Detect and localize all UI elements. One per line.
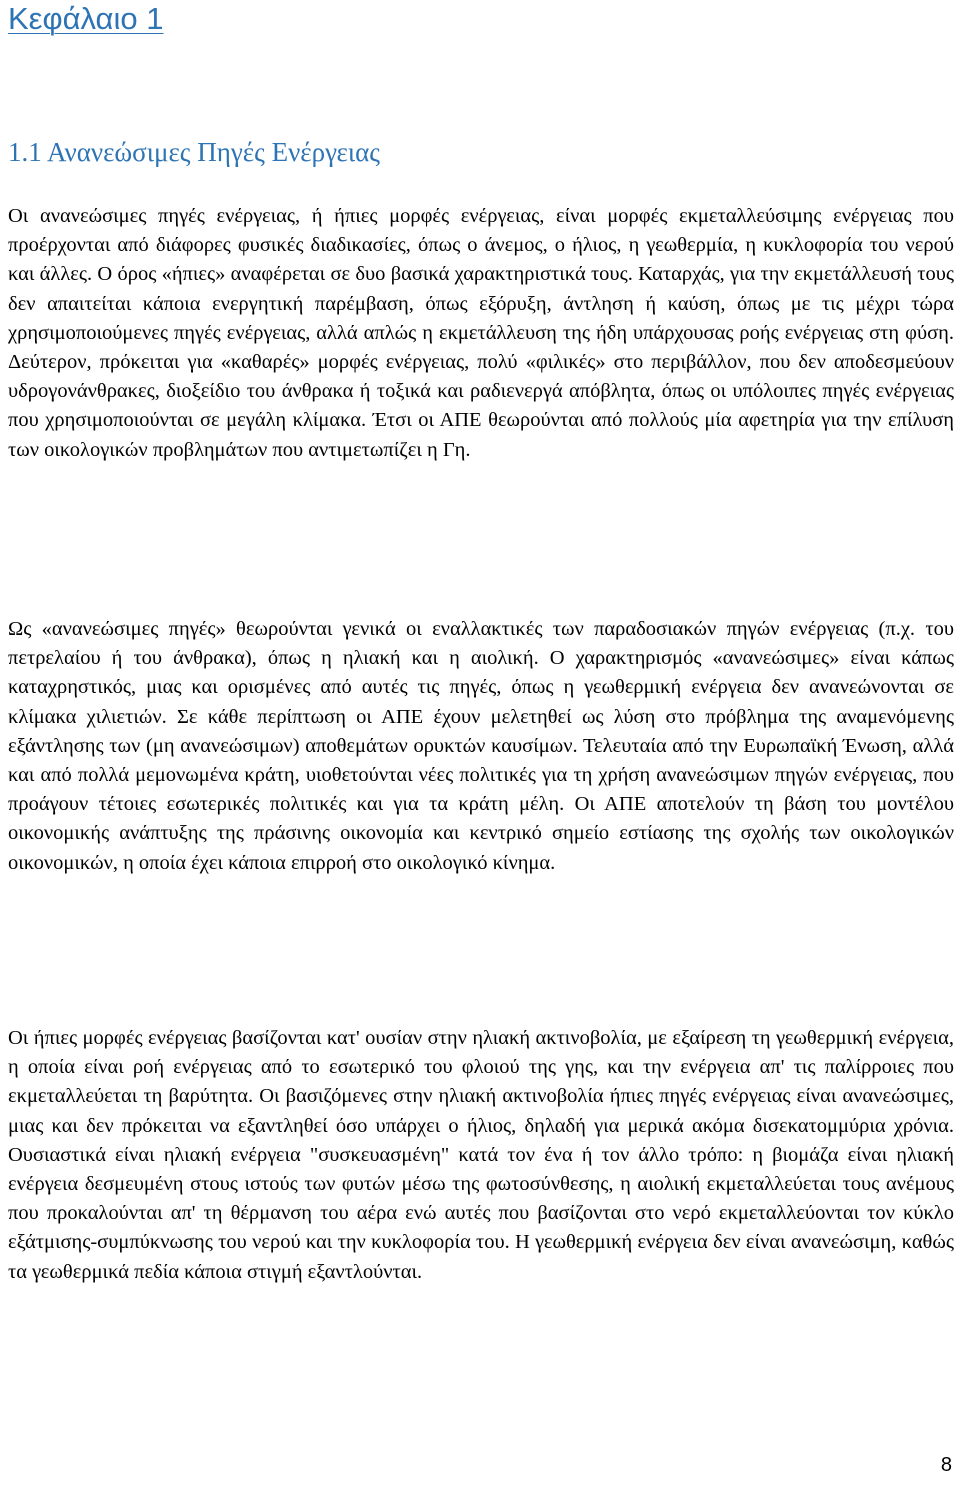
chapter-title: Κεφάλαιο 1 [8,1,164,36]
body-paragraph-2: Ως «ανανεώσιμες πηγές» θεωρούνται γενικά οι εναλλακτικές των παραδοσιακών πηγών ενέργειας (π.χ. του πετρελαίου ή του άνθρακα), όπως η ηλιακή και η αιολική. Ο χαρακτηρισμός «ανανεώσιμες» είναι κάπως καταχρηστικός, μιας και ορισμένες από αυτές τις πηγές, όπως η γεωθερμική ενέργεια δεν ανανεώνονται σε κλίμακα χιλιετιών. Σε κάθε περίπτωση οι ΑΠΕ έχουν μελετηθεί ως λύση στο πρόβλημα της αναμενόμενης εξάντλησης των (μη ανανεώσιμων) αποθεμάτων ορυκτών καυσίμων. Τελευταία από την Ευρωπαϊκή Ένωση, αλλά και από πολλά μεμονωμένα κράτη, υιοθετούνται νέες πολιτικές για τη χρήση ανανεώσιμων πηγών ενέργειας, που προάγουν τέτοιες εσωτερικές πολιτικές και για τα κράτη μέλη. Οι ΑΠΕ αποτελούν τη βάση του μοντέλου οικονομικής ανάπτυξης της πράσινης οικονομία και κεντρικό σημείο εστίασης της σχολής των οικολογικών οικονομικών, η οποία έχει κάποια επιρροή στο οικολογικό κίνημα. [8,618,954,874]
body-paragraph-1: Οι ανανεώσιμες πηγές ενέργειας, ή ήπιες μορφές ενέργειας, είναι μορφές εκμεταλλεύσιμης ενέργειας που προέρχονται από διάφορες φυσικές διαδικασίες, όπως ο άνεμος, ο ήλιος, η γεωθερμία, η κυκλοφορία του νερού και άλλες. Ο όρος «ήπιες» αναφέρεται σε δυο βασικά χαρακτηριστικά τους. Καταρχάς, για την εκμετάλλευσή τους δεν απαιτείται κάποια ενεργητική παρέμβαση, όπως εξόρυξη, άντληση ή καύση, όπως με τις μέχρι τώρα χρησιμοποιούμενες πηγές ενέργειας, αλλά απλώς η εκμετάλλευση της ήδη υπάρχουσας ροής ενέργειας στη φύση. Δεύτερον, πρόκειται για «καθαρές» μορφές ενέργειας, πολύ «φιλικές» στο περιβάλλον, που δεν αποδεσμεύουν υδρογονάνθρακες, διοξείδιο του άνθρακα ή τοξικά και ραδιενεργά απόβλητα, όπως οι υπόλοιπες πηγές ενέργειας που χρησιμοποιούνται σε μεγάλη κλίμακα. Έτσι οι ΑΠΕ θεωρούνται από πολλούς μία αφετηρία για την επίλυση των οικολογικών προβλημάτων που αντιμετωπίζει η Γη. [8,205,954,461]
body-paragraph-3: Οι ήπιες μορφές ενέργειας βασίζονται κατ' ουσίαν στην ηλιακή ακτινοβολία, με εξαίρεση τη γεωθερμική ενέργεια, η οποία είναι ροή ενέργειας από το εσωτερικό του φλοιού της γης, και την ενέργεια απ' τις παλίρροιες που εκμεταλλεύεται τη βαρύτητα. Οι βασιζόμενες στην ηλιακή ακτινοβολία ήπιες πηγές ενέργειας είναι ανανεώσιμες, μιας και δεν πρόκειται να εξαντληθεί όσο υπάρχει ο ήλιος, δηλαδή για μερικά ακόμα δισεκατομμύρια χρόνια. Ουσιαστικά είναι ηλιακή ενέργεια "συσκευασμένη" κατά τον ένα ή τον άλλο τρόπο: η βιομάζα είναι ηλιακή ενέργεια δεσμευμένη στους ιστούς των φυτών μέσω της φωτοσύνθεσης, η αιολική εκμεταλλεύεται τους ανέμους που προκαλούνται απ' τη θέρμανση του αέρα ενώ αυτές που βασίζονται στο νερό εκμεταλλεύονται τον κύκλο εξάτμισης-συμπύκνωσης του νερού και την κυκλοφορία του. Η γεωθερμική ενέργεια δεν είναι ανανεώσιμη, καθώς τα γεωθερμικά πεδία κάποια στιγμή εξαντλούνται. [8,1027,954,1283]
page-number: 8 [940,1454,952,1476]
section-title: 1.1 Ανανεώσιμες Πηγές Ενέργειας [8,137,381,167]
